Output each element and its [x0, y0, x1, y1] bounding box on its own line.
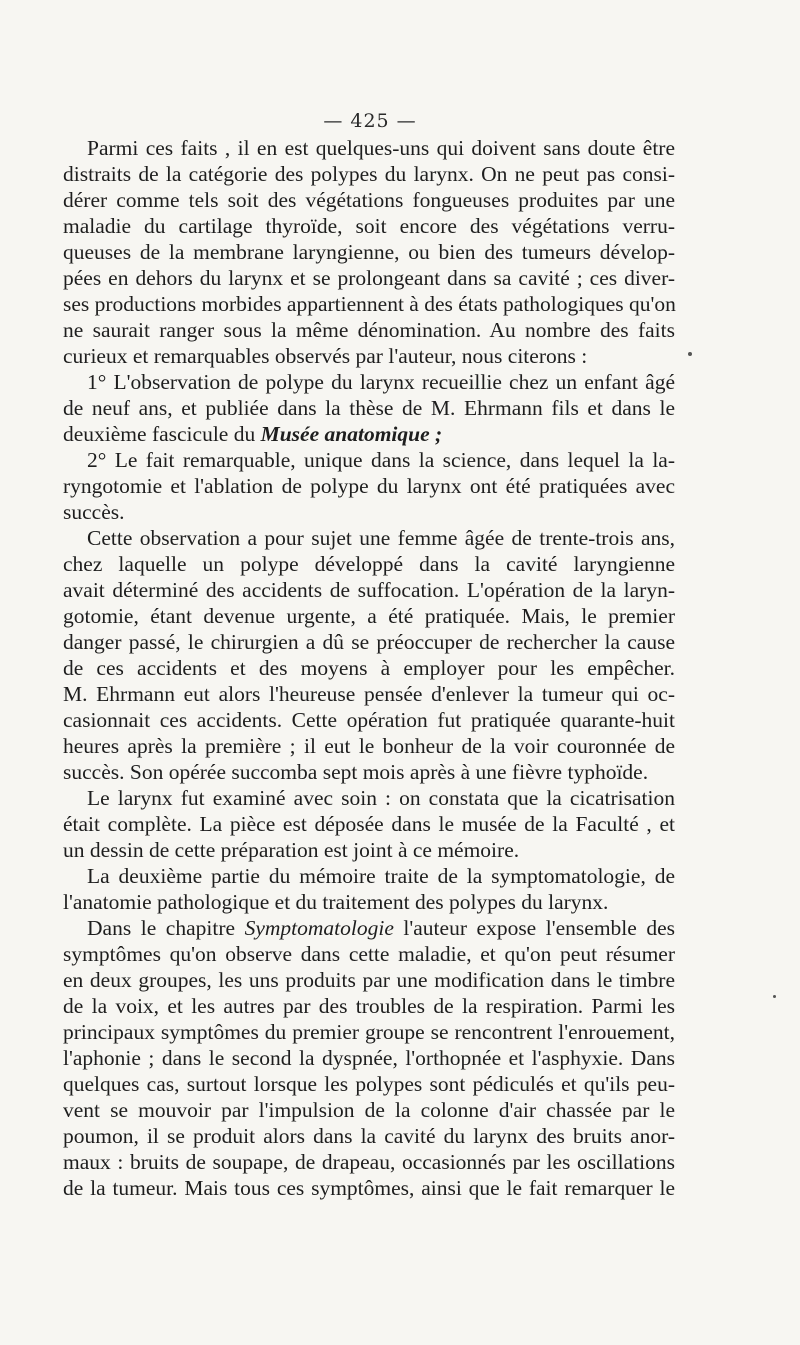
print-speck [773, 995, 776, 998]
text-line: vent se mouvoir par l'impulsion de la colonne d'air chassée par le [63, 1098, 675, 1122]
text-line: Cette observation a pour sujet une femme âgée de trente-trois ans, [87, 526, 675, 550]
text-run: l'auteur expose l'ensemble des [393, 916, 676, 940]
text-line: 1° L'observation de polype du larynx recueillie chez un enfant âgé [87, 370, 675, 394]
text-line: de neuf ans, et publiée dans la thèse de M. Ehrmann fils et dans le [63, 396, 675, 420]
page-number: — 425 — [323, 110, 417, 132]
text-line: un dessin de cette préparation est joint à ce mémoire. [63, 838, 520, 862]
text-line: gotomie, étant devenue urgente, a été pratiquée. Mais, le premier [63, 604, 675, 628]
text-run: deuxième fascicule du [63, 422, 261, 446]
text-line: 2° Le fait remarquable, unique dans la science, dans lequel la la- [87, 448, 675, 472]
text-line: Le larynx fut examiné avec soin : on constata que la cicatrisation [87, 786, 675, 810]
text-line: maux : bruits de soupape, de drapeau, occasionnés par les oscillations [63, 1150, 675, 1174]
text-line: principaux symptômes du premier groupe se rencontrent l'enrouement, [63, 1020, 675, 1044]
text-line: quelques cas, surtout lorsque les polypes sont pédiculés et qu'ils peu- [63, 1072, 675, 1096]
text-line: casionnait ces accidents. Cette opération fut pratiquée quarante-huit [63, 708, 675, 732]
text-line: ses productions morbides appartiennent à des états pathologiques qu'on [63, 292, 676, 316]
text-line: curieux et remarquables observés par l'auteur, nous citerons : [63, 344, 588, 368]
text-line: de la voix, et les autres par des troubles de la respiration. Parmi les [63, 994, 675, 1018]
text-line: de ces accidents et des moyens à employer pour les empêcher. [63, 656, 675, 680]
text-line: l'aphonie ; dans le second la dyspnée, l'orthopnée et l'asphyxie. Dans [63, 1046, 675, 1070]
text-line: symptômes qu'on observe dans cette maladie, et qu'on peut résumer [63, 942, 675, 966]
text-line: succès. Son opérée succomba sept mois après à une fièvre typhoïde. [63, 760, 649, 784]
text-line: maladie du cartilage thyroïde, soit encore des végétations verru- [63, 214, 675, 238]
text-line: danger passé, le chirurgien a dû se préoccuper de rechercher la cause [63, 630, 675, 654]
body-text [63, 135, 675, 1201]
text-line: succès. [63, 500, 125, 524]
text-line: de la tumeur. Mais tous ces symptômes, ainsi que le fait remarquer le [63, 1176, 675, 1200]
text-line: était complète. La pièce est déposée dans le musée de la Faculté , et [63, 812, 675, 836]
text-line: La deuxième partie du mémoire traite de la symptomatologie, de [87, 864, 675, 888]
text-line: avait déterminé des accidents de suffocation. L'opération de la laryn- [63, 578, 675, 602]
text-line: ne saurait ranger sous la même dénomination. Au nombre des faits [63, 318, 675, 342]
text-line: distraits de la catégorie des polypes du larynx. On ne peut pas consi- [63, 162, 675, 186]
text-line: poumon, il se produit alors dans la cavité du larynx des bruits anor- [63, 1124, 675, 1148]
text-line [63, 915, 675, 941]
text-line: dérer comme tels soit des végétations fongueuses produites par une [63, 188, 675, 212]
italic-title: Musée anatomique ; [260, 422, 443, 446]
text-run: Dans le chapitre [87, 916, 245, 940]
text-line: Parmi ces faits , il en est quelques-uns qui doivent sans doute être [87, 136, 675, 160]
text-line: M. Ehrmann eut alors l'heureuse pensée d'enlever la tumeur qui oc- [63, 682, 675, 706]
text-line: pées en dehors du larynx et se prolongeant dans sa cavité ; ces diver- [63, 266, 675, 290]
italic-term: Symptomatologie [244, 916, 394, 940]
text-line: en deux groupes, les uns produits par une modification dans le timbre [63, 968, 675, 992]
text-line [63, 421, 675, 447]
text-line: heures après la première ; il eut le bonheur de la voir couronnée de [63, 734, 675, 758]
print-speck [688, 352, 692, 356]
text-line: l'anatomie pathologique et du traitement des polypes du larynx. [63, 890, 609, 914]
text-line: queuses de la membrane laryngienne, ou bien des tumeurs dévelop- [63, 240, 675, 264]
text-line: chez laquelle un polype développé dans la cavité laryngienne [63, 552, 675, 576]
text-line: ryngotomie et l'ablation de polype du larynx ont été pratiquées avec [63, 474, 675, 498]
